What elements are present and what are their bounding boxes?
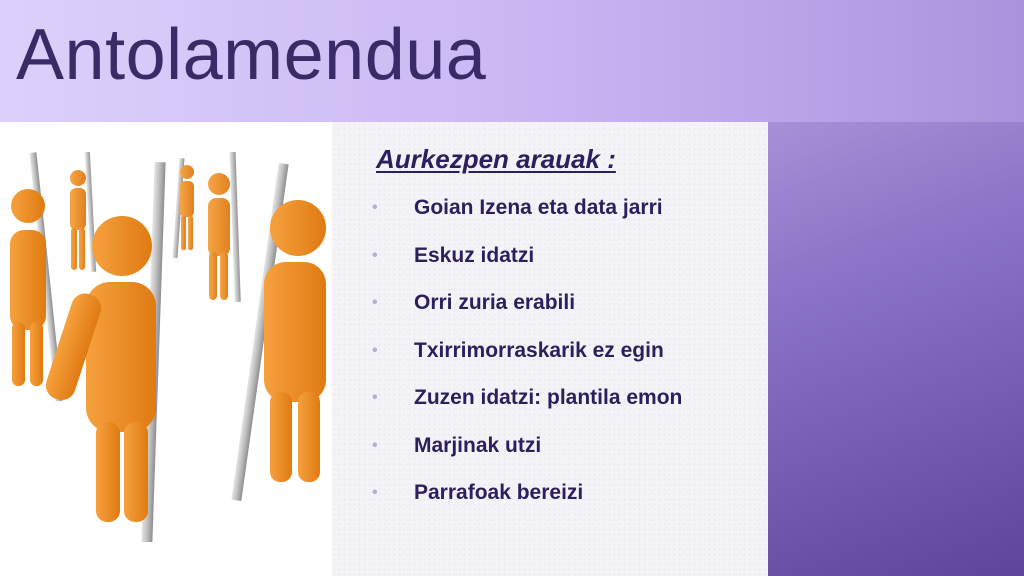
slide-title: Antolamendua	[16, 15, 487, 95]
bullet-icon: •	[372, 341, 378, 359]
people-with-pens-illustration	[0, 122, 332, 576]
list-item	[372, 434, 682, 482]
list-item	[372, 386, 682, 434]
list-item	[372, 481, 682, 529]
bullet-icon: •	[372, 389, 378, 406]
bullet-icon: •	[372, 246, 378, 264]
rules-panel	[332, 122, 768, 576]
list-item-text: Goian Izena eta data jarri	[414, 196, 663, 219]
list-item	[372, 291, 682, 339]
bullet-icon: •	[372, 294, 378, 311]
bullet-icon: •	[372, 199, 378, 216]
list-item	[372, 196, 682, 244]
list-item-text: Eskuz idatzi	[414, 243, 535, 267]
list-item	[372, 339, 682, 387]
rules-list	[372, 196, 682, 529]
list-item-text: Marjinak utzi	[414, 433, 542, 457]
people-illustration-icon	[0, 122, 332, 576]
list-item-text: Orri zuria erabili	[414, 291, 576, 314]
rules-heading: Aurkezpen arauak :	[376, 144, 616, 174]
list-item-text: Txirrimorraskarik ez egin	[414, 338, 664, 362]
list-item-text: Parrafoak bereizi	[414, 481, 584, 504]
list-item	[372, 244, 682, 292]
bullet-icon: •	[372, 484, 378, 501]
bullet-icon: •	[372, 436, 378, 454]
list-item-text: Zuzen idatzi: plantila emon	[414, 386, 683, 409]
